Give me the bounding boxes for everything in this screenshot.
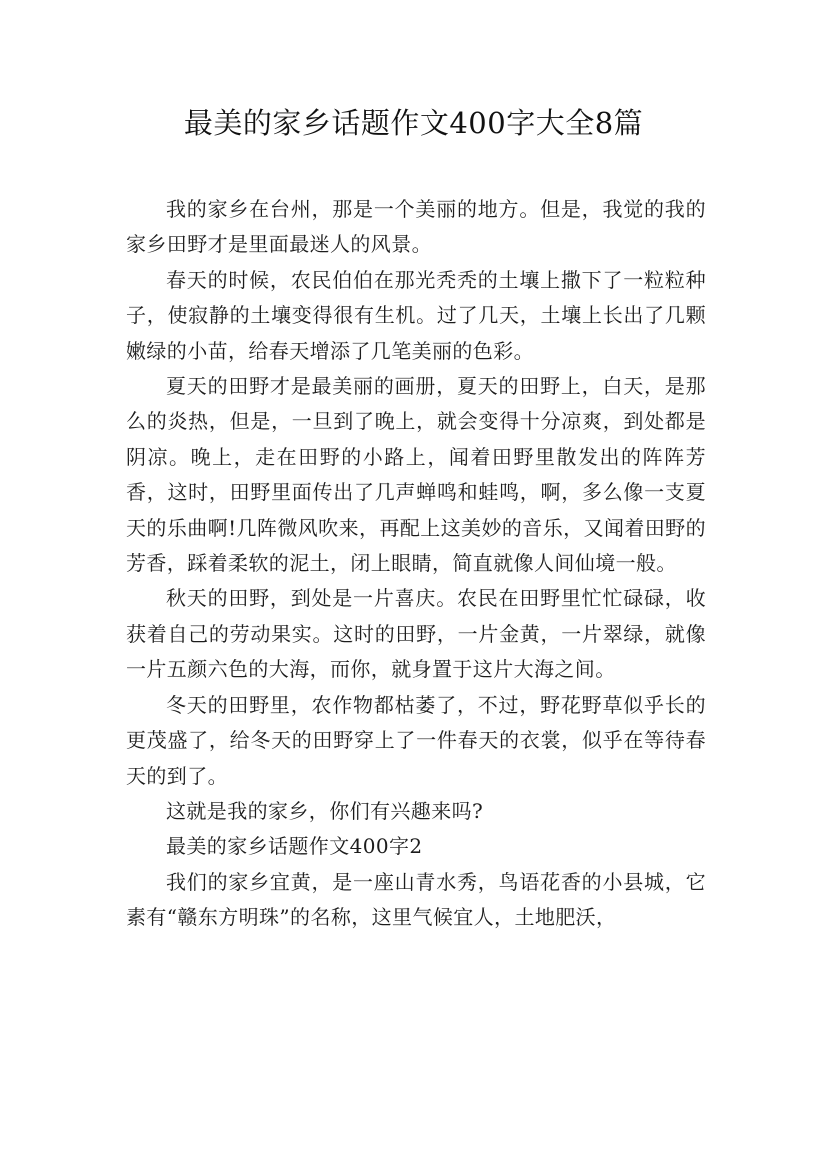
document-title: 最美的家乡话题作文400字大全8篇 bbox=[183, 106, 644, 140]
essay-2-heading: 最美的家乡话题作文400字2 bbox=[166, 834, 423, 859]
paragraph-spring: 春天的时候，农民伯伯在那光秃秃的土壤上撒下了一粒粒种子，使寂静的土壤变得很有生机。过了几天，土壤上长出了几颗嫩绿的小苗，给春天增添了几笔美丽的色彩。 bbox=[126, 267, 706, 363]
paragraph-winter: 冬天的田野里，农作物都枯萎了，不过，野花野草似乎长的更茂盛了，给冬天的田野穿上了一件春天的衣裳，似乎在等待春天的到了。 bbox=[126, 692, 706, 788]
paragraph-closing: 这就是我的家乡，你们有兴趣来吗? bbox=[166, 798, 484, 823]
paragraph-essay-2-start: 我们的家乡宜黄，是一座山青水秀，鸟语花香的小县城，它素有“赣东方明珠”的名称，这里气候宜人，土地肥沃， bbox=[126, 869, 706, 930]
paragraph-autumn: 秋天的田野，到处是一片喜庆。农民在田野里忙忙碌碌，收获着自己的劳动果实。这时的田野，一片金黄，一片翠绿，就像一片五颜六色的大海，而你，就身置于这片大海之间。 bbox=[126, 586, 706, 682]
document-body bbox=[126, 192, 706, 936]
paragraph-intro: 我的家乡在台州，那是一个美丽的地方。但是，我觉的我的家乡田野才是里面最迷人的风景。 bbox=[126, 197, 706, 257]
paragraph-summer: 夏天的田野才是最美丽的画册，夏天的田野上，白天，是那么的炎热，但是，一旦到了晚上，就会变得十分凉爽，到处都是阴凉。晚上，走在田野的小路上，闻着田野里散发出的阵阵芳香，这时，田野里面传出了几声蝉鸣和蛙鸣，啊，多么像一支夏天的乐曲啊!几阵微风吹来，再配上这美妙的音乐，又闻着田野的芳香，踩着柔软的泥土，闭上眼睛，简直就像人间仙境一般。 bbox=[126, 374, 706, 576]
